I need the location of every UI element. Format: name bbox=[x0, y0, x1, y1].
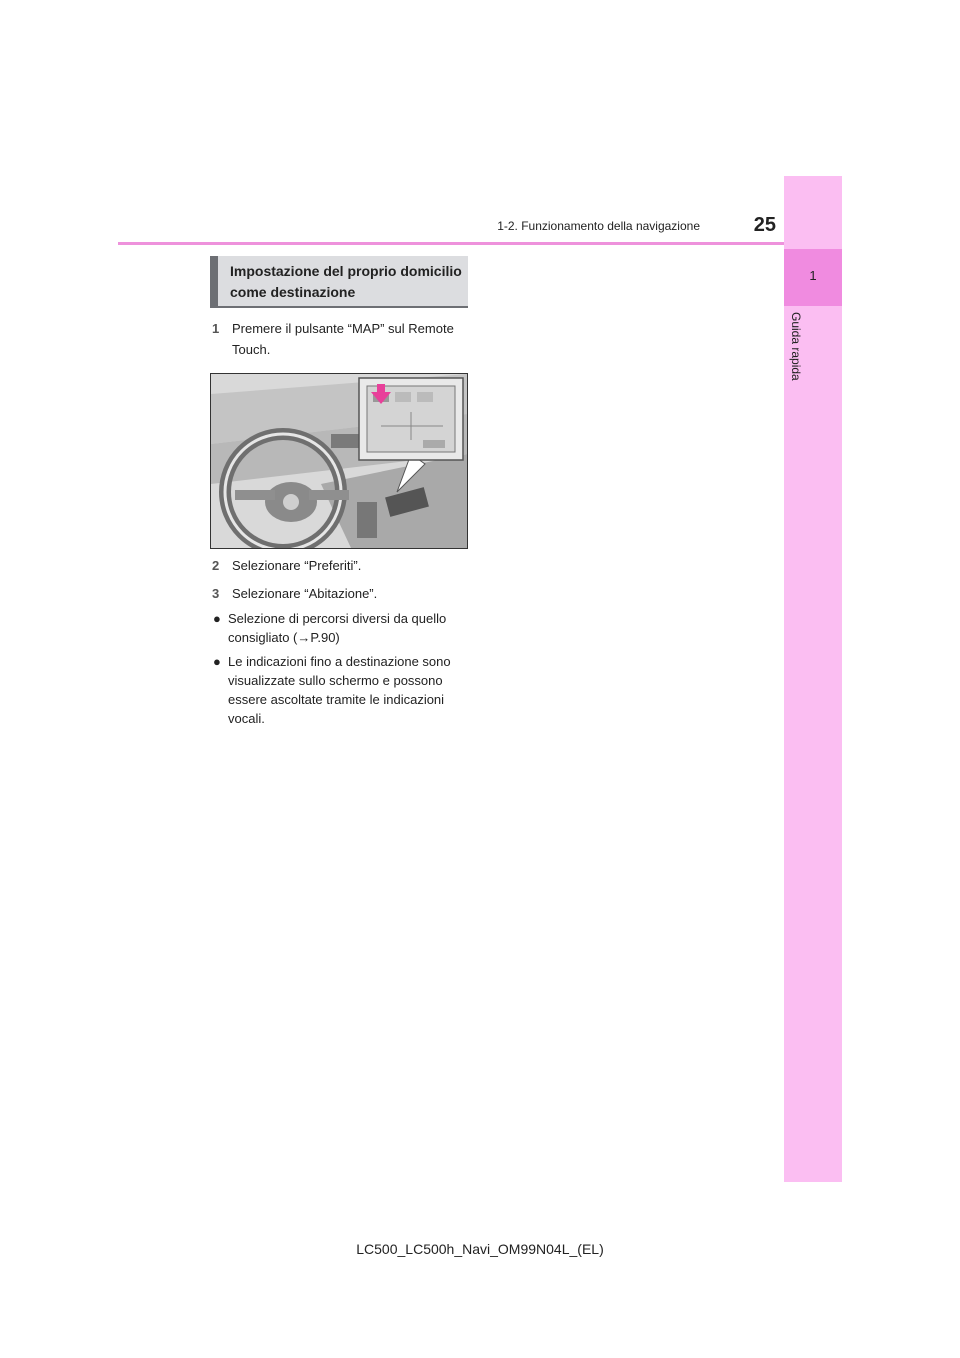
step-number: 1 bbox=[212, 321, 220, 336]
remote-touch-illustration bbox=[210, 373, 468, 549]
step-number: 3 bbox=[212, 586, 220, 601]
dashboard-illustration-icon bbox=[211, 374, 467, 548]
step-1 bbox=[212, 318, 472, 360]
bullet-icon: ● bbox=[213, 611, 221, 626]
chapter-number: 1 bbox=[809, 268, 817, 283]
running-header: 1-2. Funzionamento della navigazione bbox=[497, 219, 700, 233]
section-title: Impostazione del proprio domicilio come destinazione bbox=[230, 263, 462, 300]
section-heading-box bbox=[210, 256, 468, 308]
chapter-label: Guida rapida bbox=[789, 312, 803, 381]
step-number: 2 bbox=[212, 558, 220, 573]
step-text: Selezionare “Preferiti”. bbox=[232, 558, 362, 573]
bullet-text: Selezione di percorsi diversi da quello consigliato (→P.90) bbox=[228, 611, 447, 645]
step-2 bbox=[212, 555, 472, 576]
bullet-item bbox=[212, 609, 474, 647]
page-number: 25 bbox=[753, 214, 776, 236]
bullet-icon: ● bbox=[213, 654, 221, 669]
document-code: LC500_LC500h_Navi_OM99N04L_(EL) bbox=[356, 1241, 604, 1257]
step-text: Premere il pulsante “MAP” sul Remote Touch. bbox=[232, 321, 454, 357]
header-rule bbox=[118, 242, 784, 245]
step-text: Selezionare “Abitazione”. bbox=[232, 586, 378, 601]
bullet-text: Le indicazioni fino a destinazione sono visualizzate sullo schermo e possono essere ascoltate tramite le indicazioni vocali. bbox=[228, 654, 451, 726]
step-3 bbox=[212, 583, 472, 604]
bullet-item bbox=[212, 652, 474, 728]
